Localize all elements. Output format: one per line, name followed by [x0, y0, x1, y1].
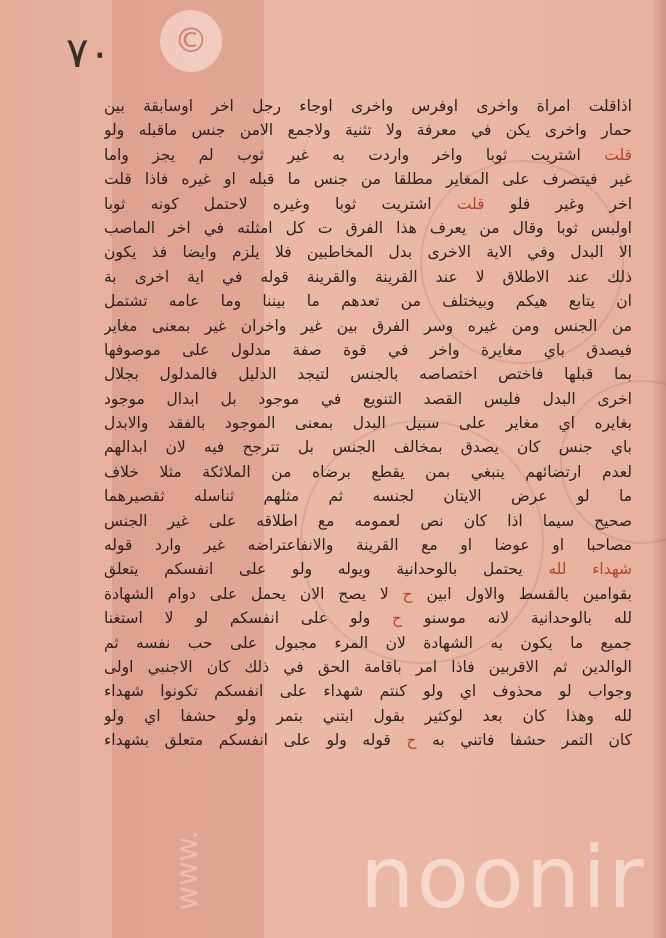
text-segment: يحتمل بالوحدانية ويوله ولو على انفسكم يتعلق	[104, 560, 549, 579]
text-segment: غير فيتصرف على المغاير مطلقا من جنس ما قبله او غيره فاذا قلت	[104, 170, 632, 189]
manuscript-text	[104, 96, 632, 866]
text-line	[104, 291, 632, 312]
text-line	[104, 96, 632, 117]
rubric-word: قلت	[456, 194, 485, 213]
text-line	[104, 584, 632, 605]
text-segment: اولبس ثوبا وقال من يعرف هذا الفرق ت كل امثلته في اخر الماصب	[104, 218, 632, 237]
text-segment: ولو على انفسكم لو لا استغنا	[104, 609, 392, 628]
text-segment: لا يصح الان يحمل على دوام الشهادة	[104, 584, 403, 603]
text-line	[104, 389, 632, 410]
text-segment: مصاحبا او عوضا او مع القرينة والانفاعتراضه غير وارد قوله	[104, 536, 632, 555]
text-line	[104, 242, 632, 263]
text-line	[104, 145, 632, 166]
text-segment: اشتريت ثوبا وغيره لاحتمل كونه ثوبا	[104, 194, 457, 213]
rubric-word: ح	[402, 584, 413, 603]
text-segment: اشتريت ثوبا واخر واردت به غير ثوب لم يجز واما	[104, 145, 605, 164]
rubric-word: قلت	[604, 145, 632, 164]
text-line	[104, 462, 632, 483]
text-segment: بما قبلها فاختص اختصاصه بالجنس لتيجد الدليل فالمدلول بجلال	[104, 365, 632, 384]
text-segment: بقوامين بالقسط والاول ابين	[412, 584, 632, 603]
text-segment: لله وهذا كان بعد لوكثير بقول ابتني بتمر ولو حشفا اي ولو	[104, 706, 632, 725]
text-segment: من الجنس ومن غيره وسر الفرق بين غير واخران غير بمعنى مغاير	[104, 316, 632, 335]
text-line	[104, 657, 632, 678]
text-segment: اخر وغير فلو	[484, 194, 632, 213]
text-line	[104, 706, 632, 727]
text-segment: ما لو عرض الايتان لجنسه ثم مثلهم ثناسله ثقصيرهما	[104, 487, 632, 506]
text-line	[104, 194, 632, 215]
text-segment: وجواب لو محذوف اي ولو كنتم شهداء على انفسكم تكونوا شهداء	[104, 682, 632, 701]
text-line	[104, 169, 632, 190]
text-segment: فيصدق باي مغايرة واخر في قوة صفة مدلول على موصوفها	[104, 340, 632, 359]
text-segment: صحيح سيما اذا كان نص لعمومه مع اطلاقه على غير الجنس	[104, 511, 632, 530]
text-line	[104, 730, 632, 751]
text-segment: الوالدين ثم الاقربين فاذا امر باقامة الحق في ذلك كان الاجنبي اولى	[104, 657, 632, 676]
text-segment: بغايره اي مغاير على سبيل البدل بمعنى الموجود بالفقد والابدل	[104, 414, 632, 433]
text-segment: باي جنس كان يصدق بمخالف الجنس بل تترجح فيه لان ابدالهم	[104, 438, 632, 457]
text-segment: كان التمر حشفا فاتني به	[416, 731, 632, 750]
page-edge-shadow	[652, 0, 666, 938]
rubric-word: شهداء لله	[548, 560, 632, 579]
text-line	[104, 559, 632, 580]
text-segment: لله بالوحدانية لانه موسنو	[402, 609, 632, 628]
text-segment: اخرى البدل فليس القصد التنويع في موجود بل ابدال موجود	[104, 389, 632, 408]
text-line	[104, 316, 632, 337]
text-line	[104, 364, 632, 385]
text-line	[104, 218, 632, 239]
text-line	[104, 535, 632, 556]
watermark-vertical: www.	[170, 830, 205, 911]
text-line	[104, 413, 632, 434]
text-segment: جميع ما يكون به الشهادة لان المرء مجبول على حب نفسه ثم	[104, 633, 632, 652]
text-line	[104, 340, 632, 361]
text-line	[104, 681, 632, 702]
rubric-word: ح	[392, 609, 403, 628]
text-segment: ان يتابع هيكم وبيختلف من تعدهم ما بيننا وما عامه تشتمل	[104, 292, 632, 311]
text-line	[104, 267, 632, 288]
text-segment: لعدم ارتضائهم ينبغي بمن يقطع برضاه من الملائكة مثلا خلاف	[104, 462, 632, 481]
text-line	[104, 633, 632, 654]
rubric-word: ح	[406, 731, 417, 750]
text-segment: الا البدل وفي الاية الاخرى بدل المخاطبين فلا يلزم وايضا فذ يكون	[104, 243, 632, 262]
text-line	[104, 608, 632, 629]
text-segment: ذلك عند الاطلاق لا عند القرينة والقرينة قوله في اية اخرى بة	[104, 267, 632, 286]
text-line	[104, 511, 632, 532]
text-line	[104, 437, 632, 458]
text-segment: اذاقلت امراة واخرى اوفرس واخرى اوجاء رجل اخر اوسابقة بين	[104, 97, 632, 115]
watermark: noonir	[360, 828, 646, 928]
text-segment: حمار واخرى يكن في معرفة ولا تثنية ولاجمع الامن جنس ماقبله ولو	[104, 121, 632, 140]
logo-mark: ©	[160, 10, 222, 72]
text-line	[104, 120, 632, 141]
text-segment: قوله ولو على انفسكم متعلق بشهداء	[104, 731, 407, 750]
text-line	[104, 486, 632, 507]
folio-number: ٧٠	[66, 28, 112, 77]
